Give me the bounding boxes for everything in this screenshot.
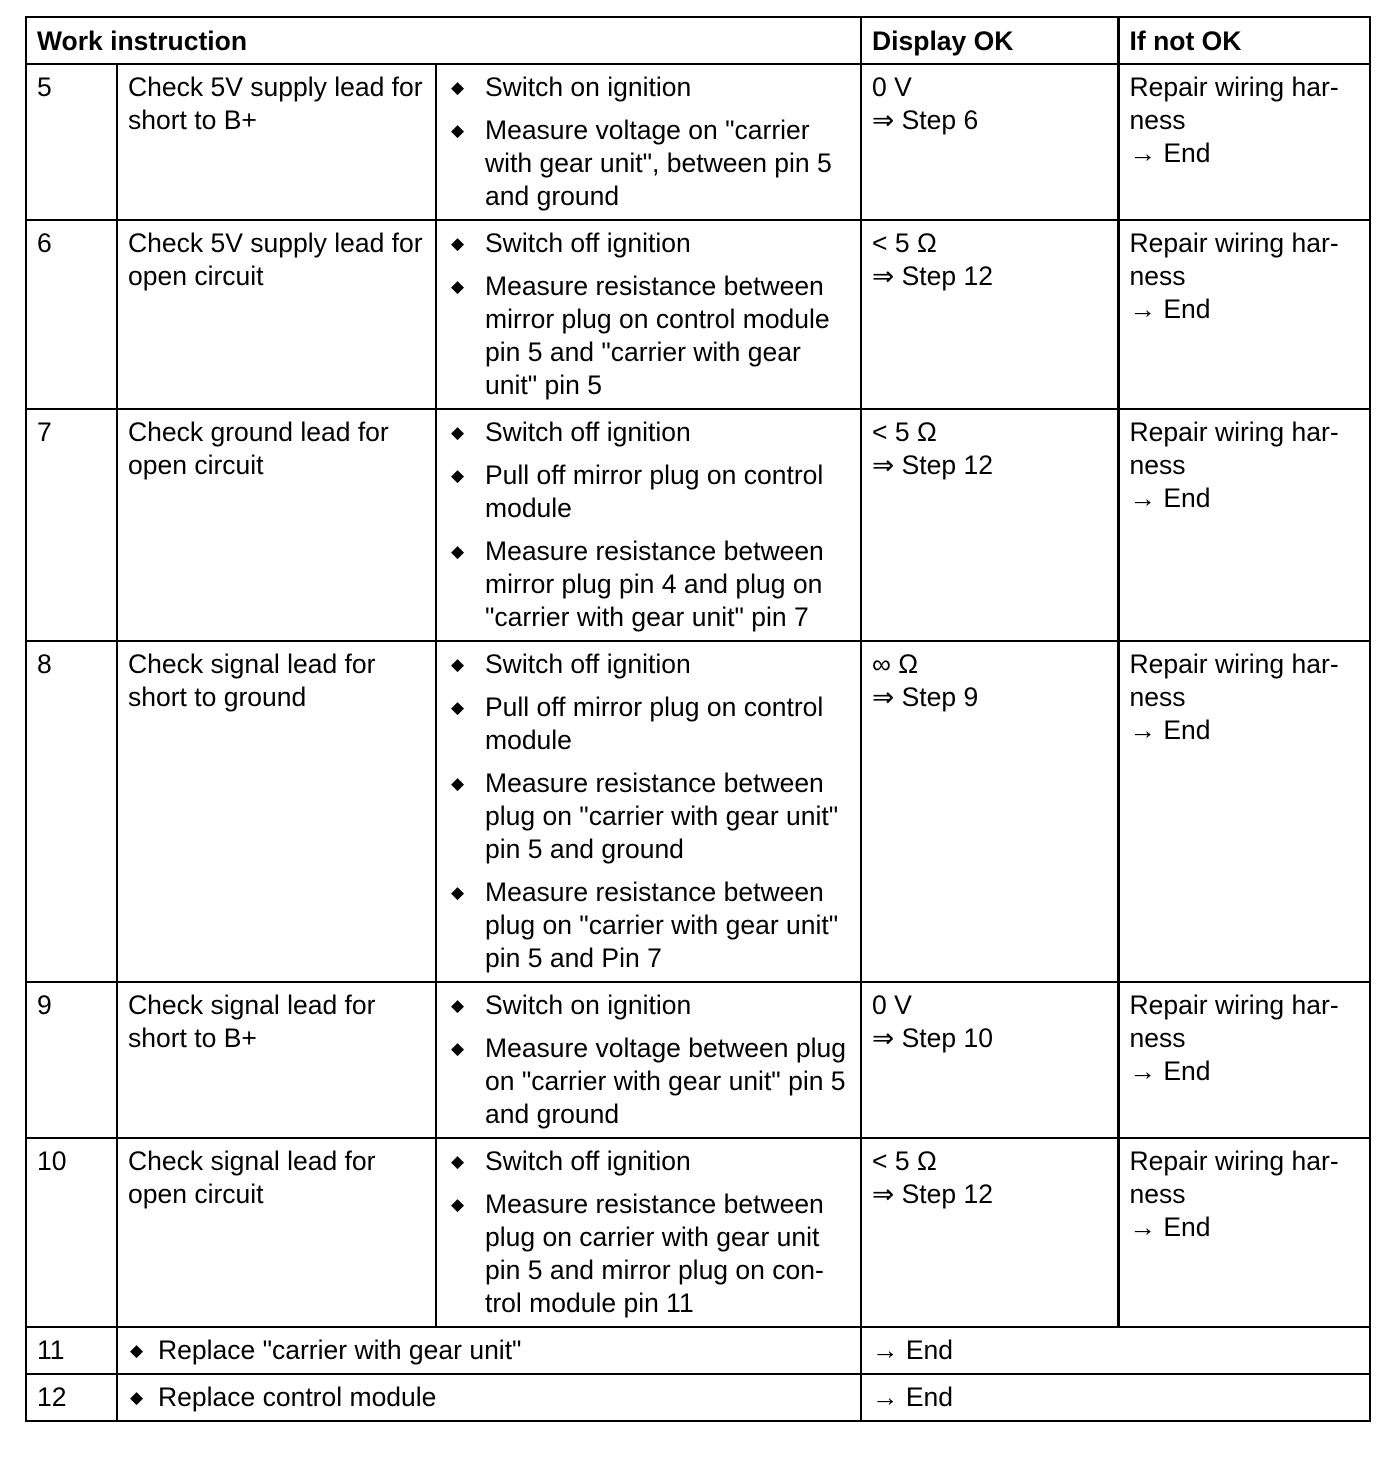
step-number: 5 (26, 64, 117, 220)
fail-result: → End (1129, 294, 1211, 324)
final-action (128, 1334, 850, 1367)
action-text: Measure resistance between plug on "carrier with gear unit" pin 5 and ground (485, 768, 839, 864)
fail-result: → End (1129, 715, 1211, 745)
check-description: Check signal lead for short to B+ (117, 982, 436, 1138)
final-action-text: Replace control module (158, 1382, 437, 1412)
step-number: 8 (26, 641, 117, 982)
action-list (447, 227, 850, 402)
diamond-bullet-icon: ◆ (451, 121, 465, 140)
check-description: Check ground lead for open circuit (117, 409, 436, 641)
diamond-bullet-icon: ◆ (451, 996, 465, 1015)
action-item (447, 876, 850, 975)
action-item (447, 1032, 850, 1131)
header-work-instruction: Work instruction (26, 17, 861, 64)
diamond-bullet-icon: ◆ (130, 1388, 144, 1407)
display-ok-cell (861, 64, 1118, 220)
final-action-cell (117, 1374, 861, 1421)
action-list-cell (436, 641, 861, 982)
display-next-step: ⇒ Step 10 (872, 1023, 993, 1053)
action-item (447, 648, 850, 681)
display-ok-cell (861, 641, 1118, 982)
diamond-bullet-icon: ◆ (451, 234, 465, 253)
header-row (26, 17, 1370, 64)
display-next-step: ⇒ Step 6 (872, 105, 979, 135)
fail-action-line: ness (1129, 105, 1186, 135)
fail-action-line: ness (1129, 450, 1186, 480)
action-list (447, 1145, 850, 1320)
fail-result: → End (1129, 1212, 1211, 1242)
action-text: Switch off ignition (485, 228, 691, 258)
diamond-bullet-icon: ◆ (451, 1152, 465, 1171)
action-list (447, 989, 850, 1131)
fail-action-line: Repair wiring har- (1129, 72, 1339, 102)
fail-result: → End (1129, 1056, 1211, 1086)
action-item (447, 416, 850, 449)
action-list-cell (436, 1138, 861, 1327)
fail-result: → End (1129, 483, 1211, 513)
action-list-cell (436, 220, 861, 409)
check-description: Check signal lead for open circuit (117, 1138, 436, 1327)
fail-action-line: ness (1129, 682, 1186, 712)
table-row (26, 641, 1370, 982)
action-list (447, 416, 850, 634)
if-not-ok-cell (1118, 409, 1370, 641)
table-row (26, 64, 1370, 220)
action-item (447, 989, 850, 1022)
final-result: → End (861, 1374, 1370, 1421)
diamond-bullet-icon: ◆ (451, 1195, 465, 1214)
check-description: Check 5V supply lead for open circuit (117, 220, 436, 409)
action-list-cell (436, 64, 861, 220)
if-not-ok-cell (1118, 982, 1370, 1138)
display-ok-cell (861, 1138, 1118, 1327)
display-value: < 5 Ω (872, 228, 937, 258)
work-instruction-table (25, 16, 1371, 1422)
fail-action-line: Repair wiring har- (1129, 417, 1339, 447)
diamond-bullet-icon: ◆ (130, 1341, 144, 1360)
action-list-cell (436, 409, 861, 641)
fail-result: → End (1129, 138, 1211, 168)
action-text: Switch on ignition (485, 990, 692, 1020)
diamond-bullet-icon: ◆ (451, 466, 465, 485)
display-next-step: ⇒ Step 9 (872, 682, 979, 712)
diamond-bullet-icon: ◆ (451, 423, 465, 442)
action-text: Measure resistance between mirror plug pin 4 and plug on "carrier with gear unit" pin 7 (485, 536, 824, 632)
if-not-ok-cell (1118, 641, 1370, 982)
diamond-bullet-icon: ◆ (451, 78, 465, 97)
action-item (447, 270, 850, 402)
table-row (26, 982, 1370, 1138)
final-action (128, 1381, 850, 1414)
action-list-cell (436, 982, 861, 1138)
if-not-ok-cell (1118, 1138, 1370, 1327)
final-row (26, 1327, 1370, 1374)
action-item (447, 459, 850, 525)
fail-action-line: ness (1129, 261, 1186, 291)
step-number: 6 (26, 220, 117, 409)
check-description: Check signal lead for short to ground (117, 641, 436, 982)
header-display-ok: Display OK (861, 17, 1118, 64)
action-item (447, 71, 850, 104)
action-text: Switch off ignition (485, 1146, 691, 1176)
display-value: < 5 Ω (872, 417, 937, 447)
header-if-not-ok: If not OK (1118, 17, 1370, 64)
diamond-bullet-icon: ◆ (451, 1039, 465, 1058)
action-text: Switch off ignition (485, 417, 691, 447)
step-number: 11 (26, 1327, 117, 1374)
action-text: Measure resistance between plug on carrier with gear unit pin 5 and mirror plug on con-trol module pin 11 (485, 1189, 824, 1318)
diamond-bullet-icon: ◆ (451, 655, 465, 674)
display-next-step: ⇒ Step 12 (872, 450, 993, 480)
display-next-step: ⇒ Step 12 (872, 261, 993, 291)
fail-action-line: ness (1129, 1179, 1186, 1209)
fail-action-line: Repair wiring har- (1129, 649, 1339, 679)
display-ok-cell (861, 220, 1118, 409)
fail-action-line: Repair wiring har- (1129, 1146, 1339, 1176)
action-item (447, 1188, 850, 1320)
display-value: < 5 Ω (872, 1146, 937, 1176)
diamond-bullet-icon: ◆ (451, 774, 465, 793)
action-list (447, 71, 850, 213)
action-text: Pull off mirror plug on control module (485, 692, 824, 755)
step-number: 12 (26, 1374, 117, 1421)
display-next-step: ⇒ Step 12 (872, 1179, 993, 1209)
fail-action-line: ness (1129, 1023, 1186, 1053)
display-value: 0 V (872, 72, 912, 102)
action-item (447, 227, 850, 260)
final-action-text: Replace "carrier with gear unit" (158, 1335, 522, 1365)
action-text: Switch on ignition (485, 72, 692, 102)
step-number: 7 (26, 409, 117, 641)
diamond-bullet-icon: ◆ (451, 883, 465, 902)
table-row (26, 1138, 1370, 1327)
diamond-bullet-icon: ◆ (451, 277, 465, 296)
if-not-ok-cell (1118, 220, 1370, 409)
action-item (447, 767, 850, 866)
final-action-cell (117, 1327, 861, 1374)
action-text: Switch off ignition (485, 649, 691, 679)
action-text: Measure voltage on "carrier with gear unit", between pin 5 and ground (485, 115, 832, 211)
action-text: Measure resistance between mirror plug on control module pin 5 and "carrier with gear unit" pin 5 (485, 271, 830, 400)
table-row (26, 220, 1370, 409)
action-list (447, 648, 850, 975)
if-not-ok-cell (1118, 64, 1370, 220)
action-text: Measure voltage between plug on "carrier with gear unit" pin 5 and ground (485, 1033, 846, 1129)
display-ok-cell (861, 982, 1118, 1138)
diamond-bullet-icon: ◆ (451, 542, 465, 561)
action-item (447, 691, 850, 757)
display-ok-cell (861, 409, 1118, 641)
step-rows (26, 64, 1370, 1421)
fail-action-line: Repair wiring har- (1129, 228, 1339, 258)
action-text: Measure resistance between plug on "carrier with gear unit" pin 5 and Pin 7 (485, 877, 839, 973)
fail-action-line: Repair wiring har- (1129, 990, 1339, 1020)
diamond-bullet-icon: ◆ (451, 698, 465, 717)
final-row (26, 1374, 1370, 1421)
display-value: ∞ Ω (872, 649, 919, 679)
action-item (447, 1145, 850, 1178)
display-value: 0 V (872, 990, 912, 1020)
step-number: 9 (26, 982, 117, 1138)
action-item (447, 535, 850, 634)
table-row (26, 409, 1370, 641)
final-result: → End (861, 1327, 1370, 1374)
action-item (447, 114, 850, 213)
step-number: 10 (26, 1138, 117, 1327)
action-text: Pull off mirror plug on control module (485, 460, 824, 523)
check-description: Check 5V supply lead for short to B+ (117, 64, 436, 220)
